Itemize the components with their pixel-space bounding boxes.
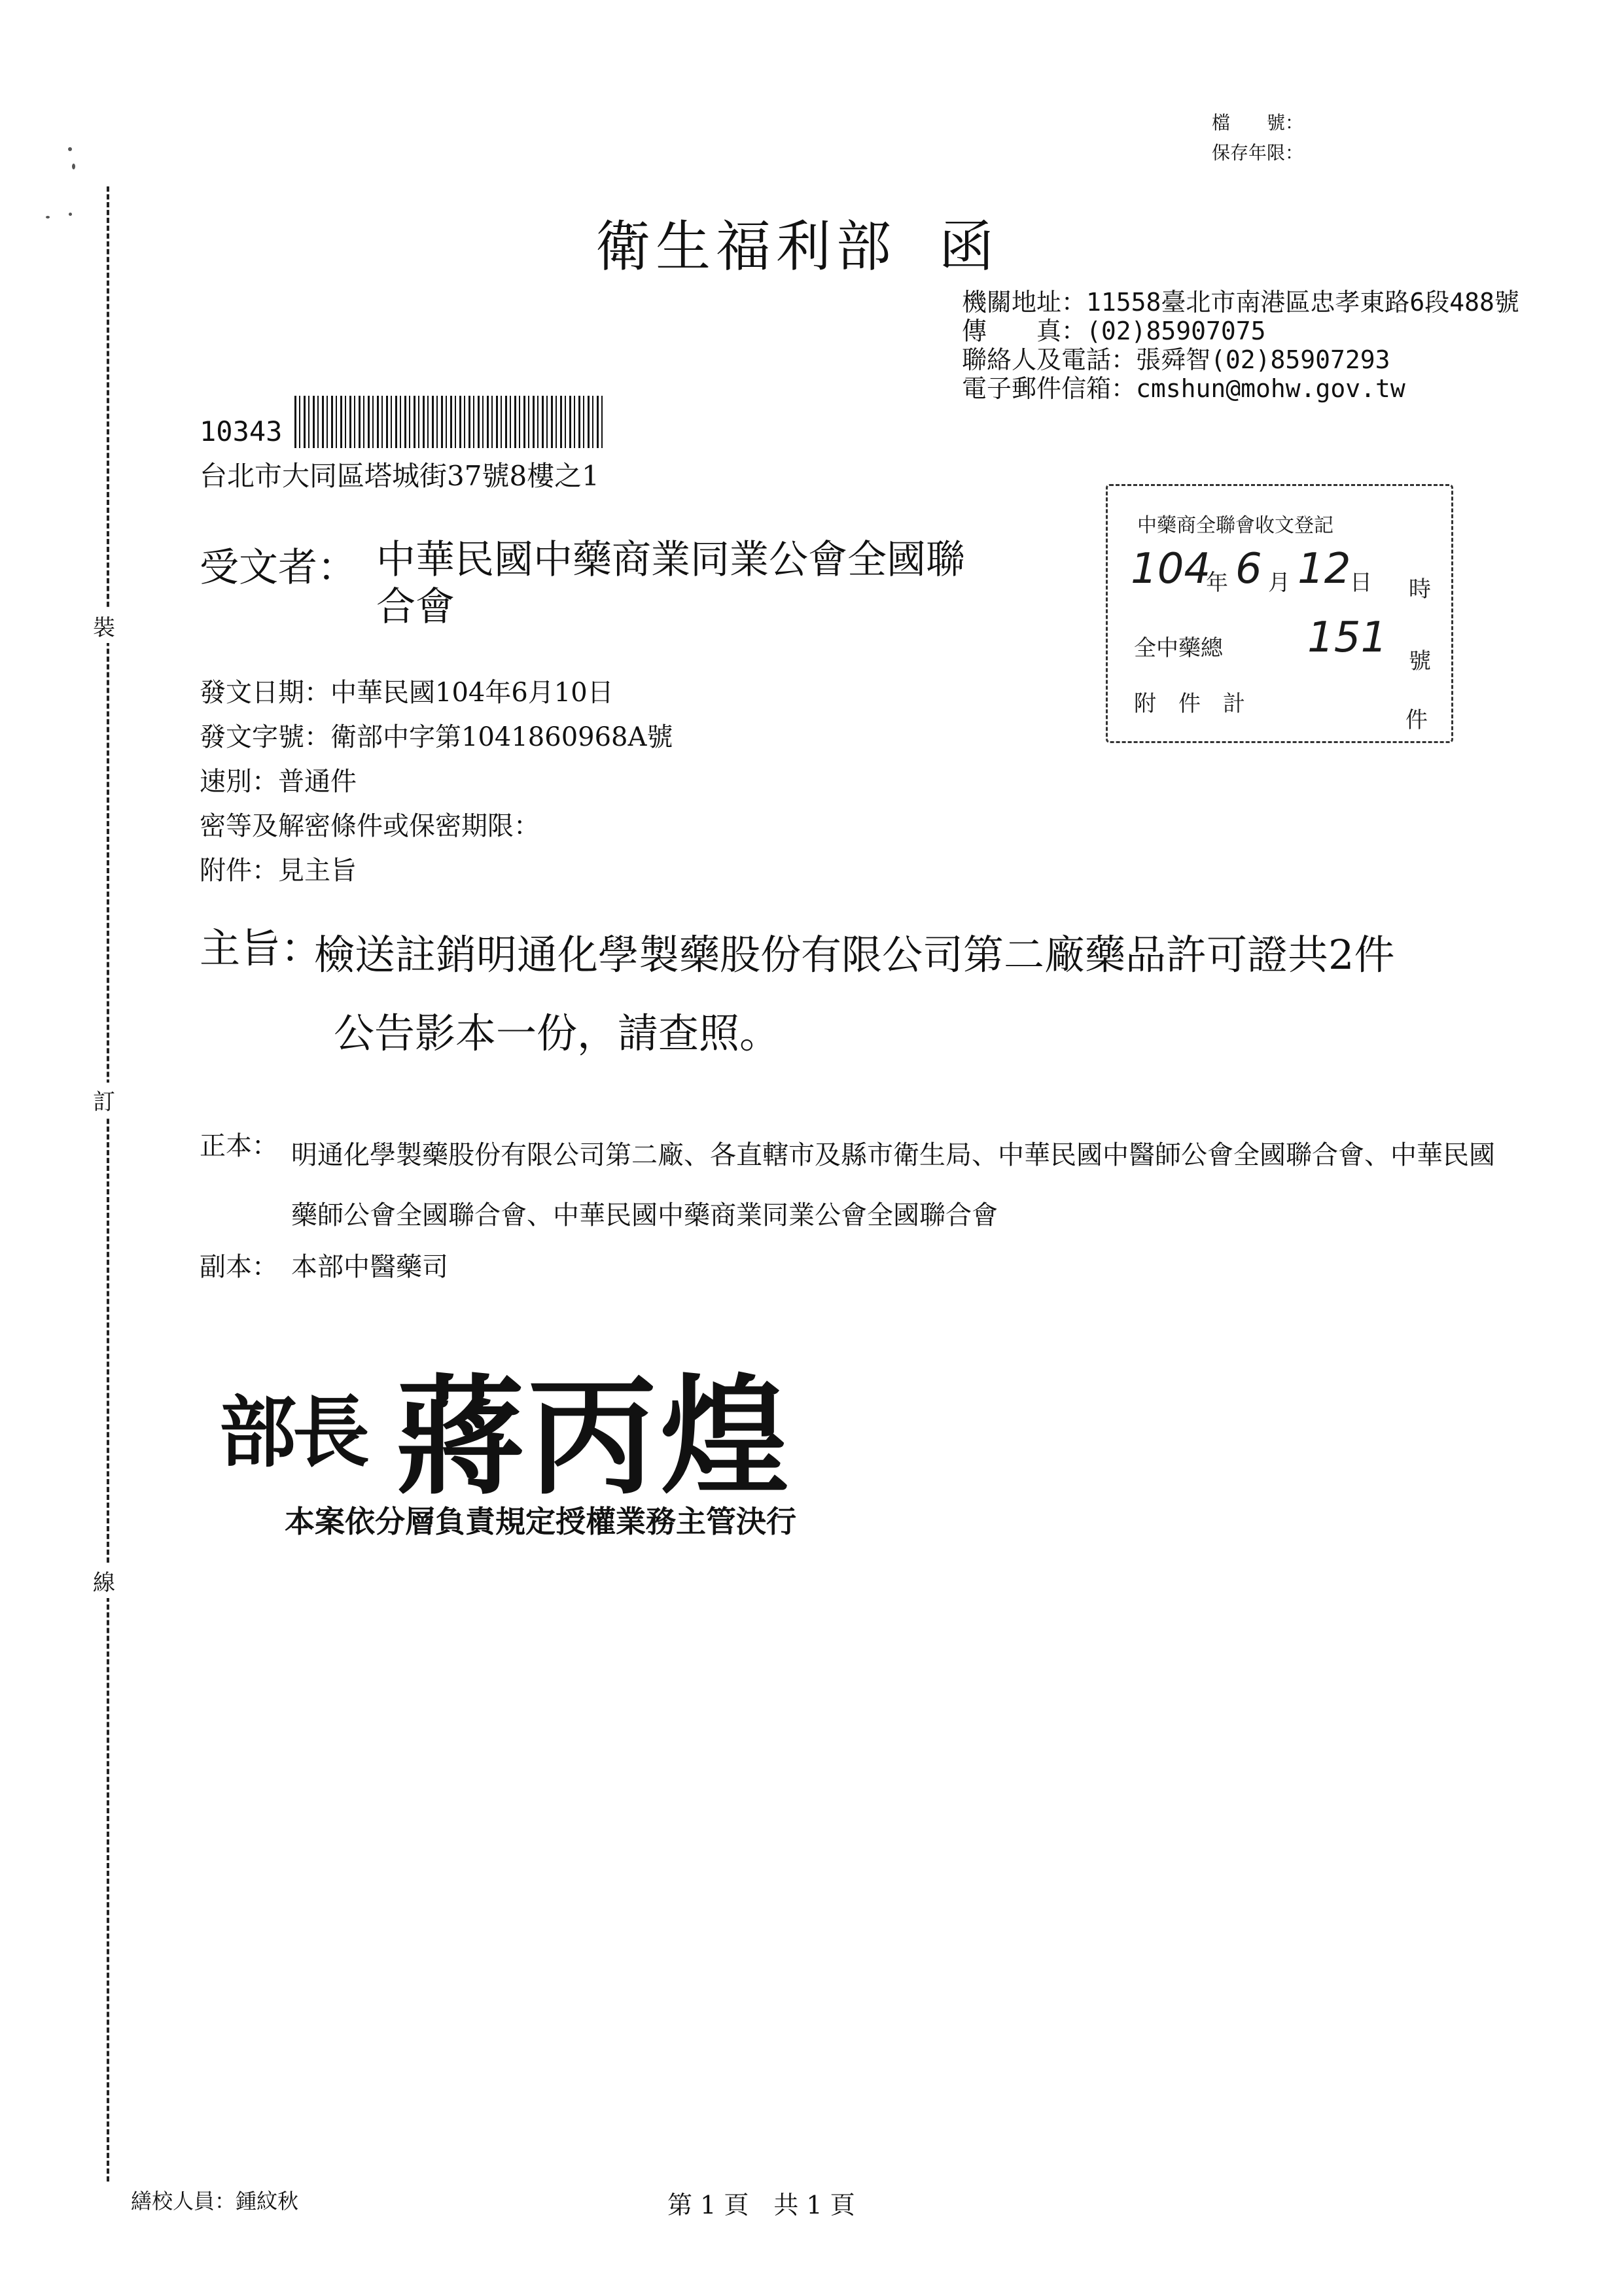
postal-barcode — [294, 396, 605, 448]
signatory-title: 部長 — [219, 1387, 366, 1478]
receipt-stamp — [1106, 484, 1453, 743]
proofreader: 繕校人員：鍾紋秋 — [131, 2189, 299, 2214]
recipient-label: 受文者： — [200, 545, 357, 591]
subject-line-1: 檢送註銷明通化學製藥股份有限公司第二廠藥品許可證共2件 — [314, 931, 1395, 979]
issue-date: 發文日期：中華民國104年6月10日 — [200, 678, 614, 708]
secrecy-level: 密等及解密條件或保密期限： — [200, 811, 540, 841]
archive-no-label: 檔 號： — [1211, 112, 1303, 133]
main-recipients: 明通化學製藥股份有限公司第二廠、各直轄市及縣市衛生局、中華民國中醫師公會全國聯合會、中華民國藥師公會全國聯合會、中華民國中藥商業同業公會全國聯合會 — [291, 1140, 1495, 1230]
agency-fax: 傳 真：(02)85907075 — [962, 317, 1266, 345]
agency-info — [962, 288, 1519, 403]
stamp-day: 12 — [1297, 545, 1351, 593]
document-meta — [200, 670, 673, 893]
copy-recipients-label: 副本： — [200, 1252, 278, 1282]
delivery-speed: 速別：普通件 — [200, 767, 357, 797]
page-number: 第 1 頁 共 1 頁 — [667, 2191, 855, 2219]
stamp-hour-unit: 時 — [1409, 576, 1431, 602]
stamp-month-unit: 月 — [1268, 570, 1290, 596]
retention-label: 保存年限： — [1211, 142, 1303, 164]
attachment-info: 附件：見主旨 — [200, 856, 357, 886]
scan-speck — [69, 213, 72, 216]
subject-text — [314, 916, 1531, 1073]
subject-label: 主旨： — [200, 924, 322, 972]
file-info — [1212, 108, 1303, 168]
signatory-name: 蔣丙煌 — [396, 1362, 793, 1512]
stamp-register-number: 151 — [1307, 614, 1388, 662]
delegation-note: 本案依分層負責規定授權業務主管決行 — [285, 1504, 796, 1539]
stamp-register-unit: 號 — [1409, 648, 1431, 674]
stamp-attachment-unit: 件 — [1405, 707, 1428, 733]
document-type: 函 — [939, 215, 995, 279]
stamp-year-unit: 年 — [1206, 570, 1228, 596]
document-number: 發文字號：衛部中字第1041860968A號 — [200, 722, 673, 752]
agency-address: 機關地址：11558臺北市南港區忠孝東路6段488號 — [962, 288, 1519, 317]
stamp-day-unit: 日 — [1350, 570, 1372, 596]
agency-contact: 聯絡人及電話：張舜智(02)85907293 — [962, 345, 1390, 374]
copy-recipients: 本部中醫藥司 — [291, 1252, 448, 1282]
document-title: 衛生福利部 — [595, 215, 897, 279]
stamp-register-prefix: 全中藥總 — [1134, 635, 1223, 661]
recipient-name: 中華民國中藥商業同業公會全國聯合會 — [376, 537, 965, 630]
subject-line-2: 公告影本一份，請查照。 — [334, 1009, 781, 1057]
main-recipients-label: 正本： — [200, 1131, 278, 1161]
scan-speck — [68, 147, 72, 151]
scan-speck — [72, 164, 75, 169]
scan-speck — [46, 216, 50, 218]
recipient-zip: 10343 — [200, 415, 283, 447]
binding-mark-xian: 線 — [93, 1563, 115, 1598]
stamp-month: 6 — [1235, 545, 1262, 593]
stamp-attachment-label: 附 件 計 — [1134, 691, 1245, 717]
binding-mark-ding: 訂 — [93, 1083, 115, 1117]
binding-mark-zhuang: 裝 — [93, 608, 115, 643]
stamp-heading: 中藥商全聯會收文登記 — [1137, 514, 1333, 537]
agency-email: 電子郵件信箱：cmshun@mohw.gov.tw — [962, 374, 1405, 403]
recipient-address: 台北市大同區塔城街37號8樓之1 — [200, 460, 599, 492]
binding-dashed-line — [107, 186, 109, 2182]
stamp-year: 104 — [1131, 545, 1211, 593]
